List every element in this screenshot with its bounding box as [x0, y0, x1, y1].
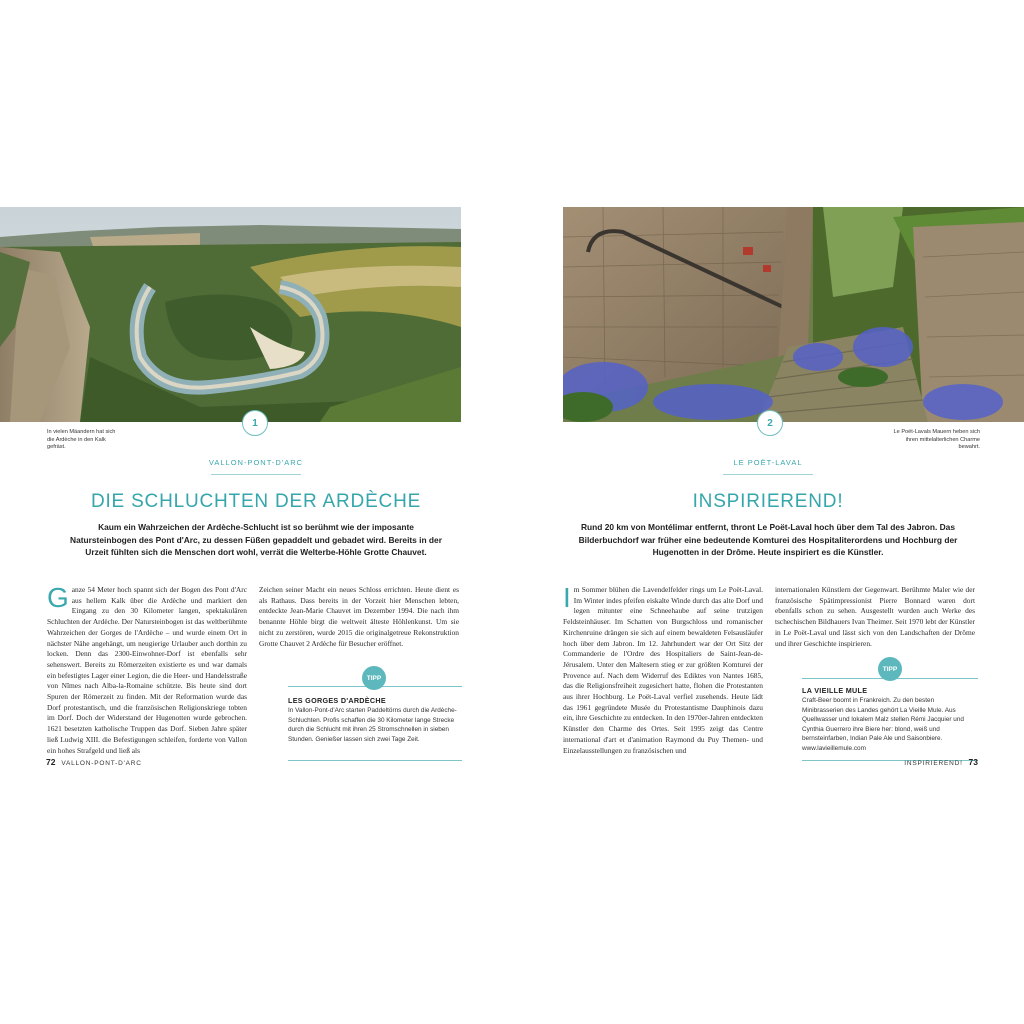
right-page — [512, 0, 1024, 1024]
page-number: 73 — [968, 757, 978, 767]
section-kicker: VALLON-PONT-D'ARC — [208, 458, 304, 467]
body-text: internationalen Künstlern der Gegenwart. Berühmte Maler wie der französische Spätimpressionist Pierre Bonnard waren dort ebenfalls schon zu sehen. Ausgestellt wurden auch Werke des tschechischen Bildhauers Ivan Theimer. Seit 1970 lebt der Künstler in Le Poët-Laval und lässt sich von den Landschaften der Drôme und ihrer Geschichte inspirieren. — [775, 585, 975, 648]
body-column-1 — [47, 582, 247, 756]
lead-paragraph: Rund 20 km von Montélimar entfernt, thront Le Poët-Laval hoch über dem Tal des Jabron. Das Bilderbuchdorf war früher eine bedeutende Komturei des Hospitaliterordens und Hochburg der Hugenotten in der Drôme. Heute inspiriert es die Künstler. — [578, 522, 958, 558]
section-kicker: LE POËT-LAVAL — [733, 458, 803, 467]
photo-caption: Le Poët-Lavals Mauern heben sich ihren mittelalterlichen Charme bewahrt. — [893, 429, 980, 450]
running-header: INSPIRIEREND! — [904, 760, 963, 767]
page-folio — [46, 757, 142, 767]
tip-bottom-rule — [288, 760, 462, 761]
body-column-2 — [775, 585, 975, 649]
tip-badge: TIPP — [878, 657, 902, 681]
photo-caption: In vielen Mäandern hat sich die Ardèche in den Kalk gefräst. — [47, 429, 116, 450]
page-number: 72 — [46, 757, 56, 767]
drop-cap: I — [563, 582, 571, 613]
page-folio — [904, 757, 978, 767]
page-headline: INSPIRIEREND! — [692, 491, 844, 512]
photo-number-badge: 2 — [757, 410, 783, 436]
kicker-divider — [211, 474, 301, 475]
running-header: VALLON-PONT-D'ARC — [61, 760, 142, 767]
photo-number-badge: 1 — [242, 410, 268, 436]
body-text: anze 54 Meter hoch spannt sich der Bogen des Pont d'Arc aus hellem Kalk über die Ardèche und markiert den Eingang zu den 30 Kilometer langen, spektakulären Schluchten der Ardèche. Der Natursteinbogen ist das weltberühmte Wahrzeichen der Gorges de l'Ardèche – und wurde einem Ort in nächster Nähe angehängt, um neugierige Urlauber auch dorthin zu locken. Denn das 2300-Einwohner-Dorf ist ebenfalls sehr sehenswert. Bereits zu Römerzeiten existierte es und war damals ein befestigtes Lager einer Legion, die die Heer- und Handelsstraße von Nîmes nach Alba-la-Romaine schützte. Bis heute sind dort Spuren der Römerzeit zu finden. Mit der Reformation wurde das Dorf protestantisch, und die französischen Religionskriege tobten im Dorf. Doch der Widerstand der Hugenotten wurde gebrochen. 1621 besetzten katholische Truppen das Dorf. Sieben Jahre später ließ Ludwig XIII. die Befestigungen schleifen, forderte von Vallon ein hohes Strafgeld und ließ als — [47, 585, 247, 755]
tip-text: Craft-Beer boomt in Frankreich. Zu den besten Minibrasserien des Landes gehört La Vieille Mule. Aus Quellwasser und lokalem Malz stellen Rémi Jacquier und Cynthia Guerrero ihre Biere her: blond, weiß und bernsteinfarben, Indian Pale Ale und Saisonbiere. www.lavieillemule.com — [802, 697, 964, 752]
kicker-divider — [723, 474, 813, 475]
body-text: m Sommer blühen die Lavendelfelder rings um Le Poët-Laval. Im Winter indes pfeifen eiskalte Winde durch das alte Dorf und legen mitunter eine Schneehaube auf seine trutzigen Feldsteinhäuser. Im Schatten von Burgschloss und romanischer Kirchenruine drängen sie sich auf einem bewaldeten Felsausläufer hoch über dem Jabron. Im 12. Jahrhundert war der Ort Sitz der Commanderie de l'Ordre des Hospitaliers de Saint-Jean-de-Jérusalem. Unter den Maltesern stieg er zur größten Komturei der Provence auf. Nach dem Widerruf des Ediktes von Nantes 1685, das die Religionsfreiheit zugesichert hatte, flohen die Protestanten aus ihrer Hochburg. Le Poët-Laval verfiel zusehends. Heute lädt das 1961 gegründete Musée du Protestantisme Dauphinois dazu ein, ihre Geschichte zu entdecken. In den 1970er-Jahren entdeckten Künstler den Charme des Ortes. Seit 1995 zeigt das Centre international d'art et d'animation Raymond du Puy Themen- und Einzelausstellungen zu französischen und — [563, 585, 763, 755]
tip-text: In Vallon-Pont-d'Arc starten Paddeltörns durch die Ardèche-Schluchten. Profis schaffen die 30 Kilometer lange Strecke durch die Schlucht mit ihren 25 Stromschnellen in sieben Stunden. Genießer lassen sich zwei Tage Zeit. — [288, 707, 457, 743]
page-headline: DIE SCHLUCHTEN DER ARDÈCHE — [90, 491, 422, 512]
tip-badge: TIPP — [362, 666, 386, 690]
poet-laval-stairs-photo — [563, 207, 1024, 422]
lead-paragraph: Kaum ein Wahrzeichen der Ardèche-Schlucht ist so berühmt wie der imposante Natursteinbogen des Pont d'Arc, zu dessen Füßen gepaddelt und gebadet wird. Bereits in der Urzeit fühlten sich die Menschen dort wohl, verrät die Welterbe-Höhle Grotte Chauvet. — [70, 522, 442, 558]
body-text: Zeichen seiner Macht ein neues Schloss errichten. Heute dient es als Rathaus. Dass bereits in der Vorzeit hier Menschen lebten, entdeckte Jean-Marie Chauvet im Dezember 1994. Die nach ihm benannte Höhle birgt die weltweit älteste Höhlenkunst. Um sie nicht zu zerstören, wurde 2015 die originalgetreue Rekonstruktion Grotte Chauvet 2 Ardèche für Besucher eröffnet. — [259, 585, 459, 648]
tip-title: LA VIEILLE MULE — [802, 686, 868, 695]
ardeche-gorge-photo — [0, 207, 461, 422]
tip-title: LES GORGES D'ARDÈCHE — [288, 696, 386, 705]
body-column-1 — [563, 582, 763, 756]
body-column-2 — [259, 585, 459, 649]
drop-cap: G — [47, 582, 69, 613]
